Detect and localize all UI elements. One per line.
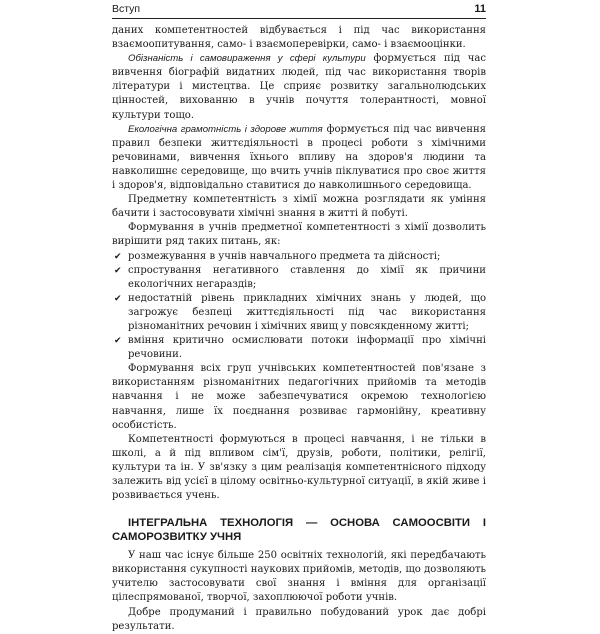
paragraph-culture — [112, 52, 486, 122]
checkmark-icon: ✔ — [114, 265, 122, 276]
paragraph-formation: Формування в учнів предметної компетентності з хімії дозволить вирішити ряд таких питань, як: — [112, 222, 486, 248]
paragraph-technologies: У наш час існує більше 250 освітніх технологій, які передбачають використання сукупності наукових прийомів, методів, що дозволяють учителю застосовувати свої знання і вміння для організації цілеспрямованої, творчої, захоплюючої роботи учнів. — [112, 550, 486, 604]
list-item — [112, 250, 486, 264]
bullet-list — [112, 250, 486, 363]
page-body — [112, 24, 486, 634]
checkmark-icon: ✔ — [114, 251, 122, 262]
list-item — [112, 334, 486, 362]
checkmark-icon: ✔ — [114, 336, 122, 347]
list-item-text: недостатній рівень прикладних хімічних знань у людей, що загрожує безпеці життєдіяльності під час використання різноманітних речовин і хімічних явищ у повсякденному житті; — [128, 292, 486, 332]
paragraph-culture-text: формується під час вивчення біографій видатних людей, під час використання творів літератури і мистецтва. Це сприяє розвитку загальнолюдських цінностей, вихованню в учнів почуття толерантності, мовної культури тощо. — [112, 53, 486, 121]
list-item — [112, 292, 486, 334]
paragraph-subject-competence: Предметну компетентність з хімії можна розглядати як уміння бачити і застосовувати хімічні знання в житті й побуті. — [112, 194, 486, 220]
header-divider — [112, 18, 486, 19]
term-ecology: Екологічна грамотність і здорове життя — [128, 123, 323, 135]
paragraph-ecology-text: формується під час вивчення правил безпеки життєдіяльності в процесі роботи з хімічними речовинами, вивчення їхнього впливу на здоров'я людини та навколишнє середовище, що вчить учнів піклуватися про своє життя і здоров'я, відповідально ставитися до навколишнього середовища. — [112, 123, 486, 192]
list-item — [112, 264, 486, 292]
list-item-text: вміння критично осмислювати потоки інформації про хімічні речовини. — [128, 335, 486, 361]
paragraph-environment: Компетентності формуються в процесі навчання, і не тільки в школі, а й під впливом сім'ї, друзів, роботи, політики, релігії, культури та ін. У зв'язку з цим реалізація компетентнісного підходу залежить від усієї в цілому освітньо-культурної ситуації, в якій живе і розвивається учень. — [112, 433, 486, 502]
running-header — [112, 3, 486, 15]
term-culture: Обізнаність і самовираження у сфері культури — [128, 53, 366, 65]
paragraph-ecology — [112, 123, 486, 193]
list-item-text: розмежування в учнів навчального предмета та дійсності; — [128, 250, 441, 262]
paragraph-lesson: Добре продуманий і правильно побудований урок дає добрі результати. — [112, 606, 486, 632]
page-number: 11 — [474, 3, 486, 15]
paragraph-methods: Формування всіх груп учнівських компетентностей пов'язане з використанням різноманітних педагогічних прийомів та методів навчання і не може забезпечуватися окремою технологією навчання, лише їх поєднання розвиває гармонійну, креативну особистість. — [112, 363, 486, 431]
list-item-text: спростування негативного ставлення до хімії як причини екологічних негараздів; — [128, 264, 486, 290]
header-title: Вступ — [112, 3, 141, 15]
paragraph-continuation: даних компетентностей відбувається і під час використання взаємоопитування, само- і взаємоперевірки, само- і взаємооцінки. — [112, 25, 486, 51]
checkmark-icon: ✔ — [114, 293, 122, 304]
section-heading: ІНТЕГРАЛЬНА ТЕХНОЛОГІЯ — ОСНОВА САМООСВІТИ І САМОРОЗВИТКУ УЧНЯ — [112, 517, 486, 544]
